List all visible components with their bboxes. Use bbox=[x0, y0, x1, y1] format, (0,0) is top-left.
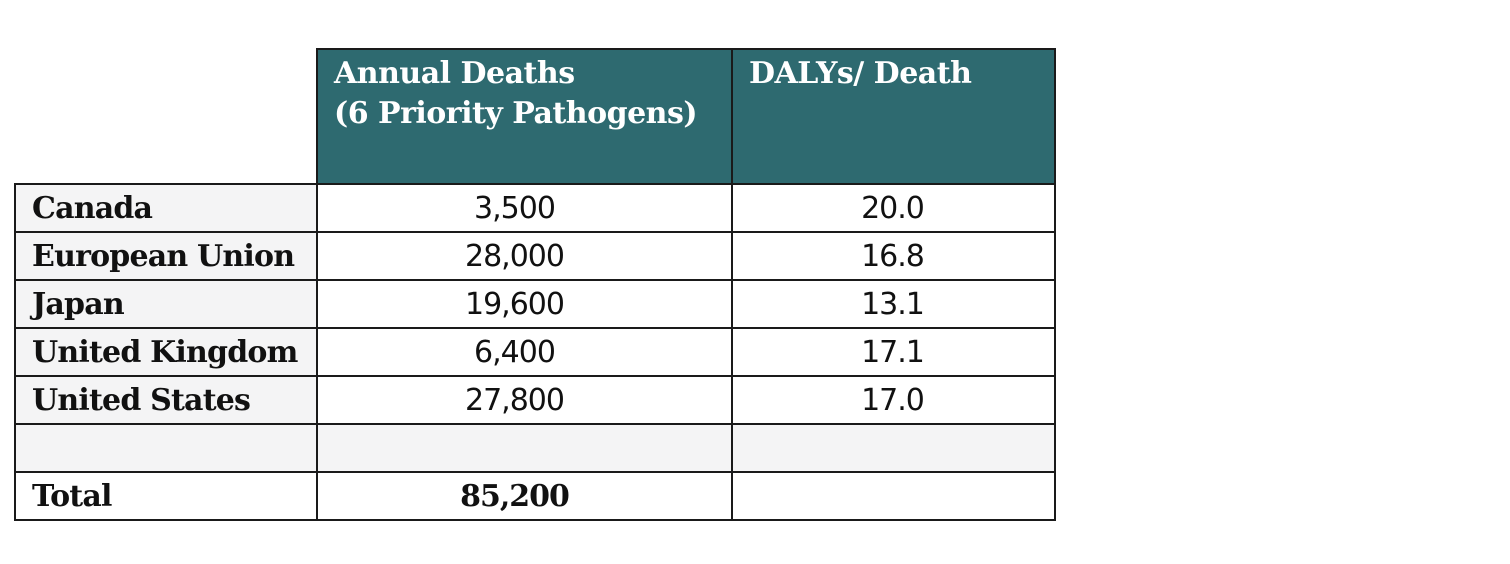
table-row bbox=[15, 280, 1055, 328]
header-blank-cell bbox=[15, 49, 317, 184]
table-row bbox=[15, 376, 1055, 424]
row-label: Canada bbox=[15, 184, 317, 232]
spacer-row bbox=[15, 424, 1055, 472]
row-dalys-per-death: 17.0 bbox=[732, 376, 1055, 424]
row-annual-deaths: 19,600 bbox=[317, 280, 732, 328]
header-annual-deaths-line2: (6 Priority Pathogens) bbox=[334, 96, 698, 131]
total-annual-deaths: 85,200 bbox=[317, 472, 732, 520]
total-dalys-per-death bbox=[732, 472, 1055, 520]
row-dalys-per-death: 20.0 bbox=[732, 184, 1055, 232]
total-label: Total bbox=[15, 472, 317, 520]
pathogen-deaths-table bbox=[14, 48, 1056, 521]
row-label: Japan bbox=[15, 280, 317, 328]
header-dalys-per-death: DALYs/ Death bbox=[732, 49, 1055, 184]
table-row bbox=[15, 328, 1055, 376]
row-label: United States bbox=[15, 376, 317, 424]
table-header-row bbox=[15, 49, 1055, 184]
table-row bbox=[15, 184, 1055, 232]
row-dalys-per-death: 16.8 bbox=[732, 232, 1055, 280]
row-annual-deaths: 28,000 bbox=[317, 232, 732, 280]
row-dalys-per-death: 17.1 bbox=[732, 328, 1055, 376]
row-annual-deaths: 3,500 bbox=[317, 184, 732, 232]
spacer-cell bbox=[317, 424, 732, 472]
row-label: European Union bbox=[15, 232, 317, 280]
spacer-cell bbox=[732, 424, 1055, 472]
row-annual-deaths: 27,800 bbox=[317, 376, 732, 424]
row-dalys-per-death: 13.1 bbox=[732, 280, 1055, 328]
header-annual-deaths bbox=[317, 49, 732, 184]
spacer-cell bbox=[15, 424, 317, 472]
row-annual-deaths: 6,400 bbox=[317, 328, 732, 376]
total-row bbox=[15, 472, 1055, 520]
table-row bbox=[15, 232, 1055, 280]
row-label: United Kingdom bbox=[15, 328, 317, 376]
header-annual-deaths-line1: Annual Deaths bbox=[334, 56, 575, 91]
